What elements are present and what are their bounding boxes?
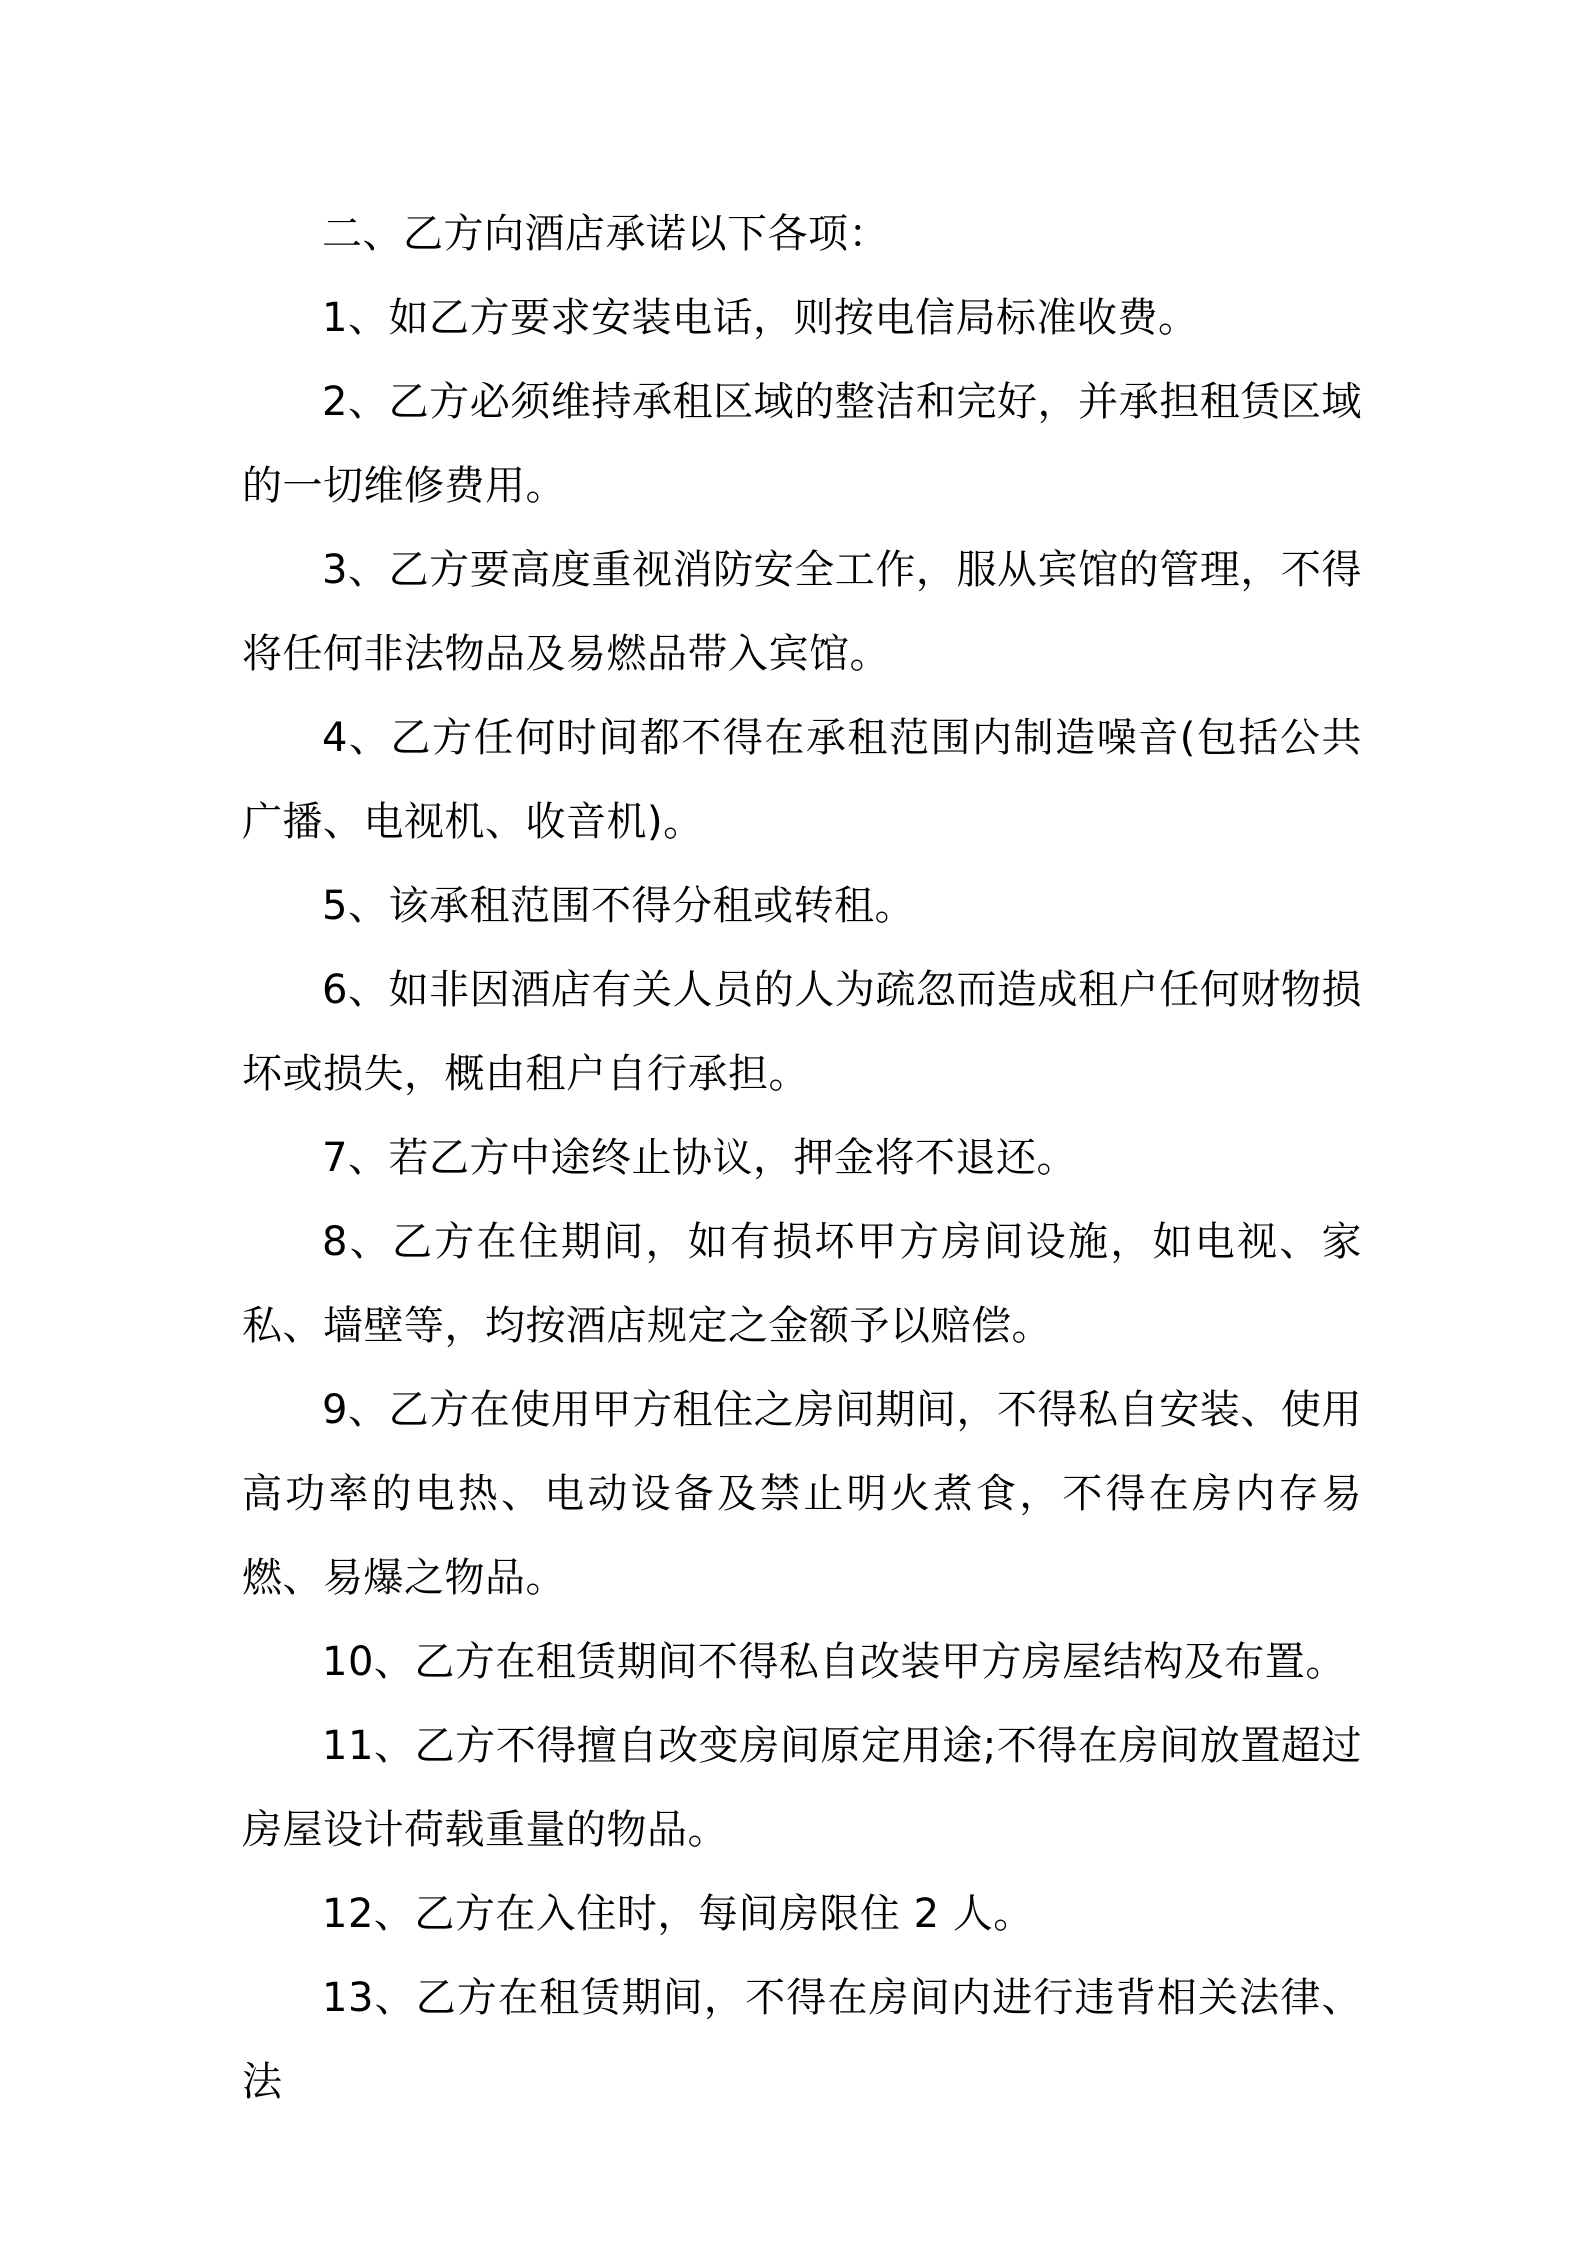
clause-4: 4、乙方任何时间都不得在承租范围内制造噪音(包括公共广播、电视机、收音机)。 (242, 715, 1362, 845)
clause-6: 6、如非因酒店有关人员的人为疏忽而造成租户任何财物损坏或损失，概由租户自行承担。 (242, 967, 1362, 1097)
clause-7: 7、若乙方中途终止协议，押金将不退还。 (322, 1135, 1077, 1181)
clause-9: 9、乙方在使用甲方租住之房间期间，不得私自安装、使用高功率的电热、电动设备及禁止明火煮食，不得在房内存易燃、易爆之物品。 (242, 1387, 1362, 1601)
clause-2: 2、乙方必须维持承租区域的整洁和完好，并承担租赁区域的一切维修费用。 (242, 379, 1362, 509)
clause-10: 10、乙方在租赁期间不得私自改装甲方房屋结构及布置。 (322, 1639, 1346, 1685)
clause-11: 11、乙方不得擅自改变房间原定用途;不得在房间放置超过房屋设计荷载重量的物品。 (242, 1723, 1362, 1853)
clause-3: 3、乙方要高度重视消防安全工作，服从宾馆的管理，不得将任何非法物品及易燃品带入宾馆。 (242, 547, 1362, 677)
clause-5: 5、该承租范围不得分租或转租。 (322, 883, 915, 929)
clause-13: 13、乙方在租赁期间，不得在房间内进行违背相关法律、法 (242, 1975, 1362, 2105)
clause-12: 12、乙方在入住时，每间房限住 2 人。 (322, 1891, 1034, 1937)
clause-1: 1、如乙方要求安装电话，则按电信局标准收费。 (322, 295, 1199, 341)
clause-8: 8、乙方在住期间，如有损坏甲方房间设施，如电视、家私、墙壁等，均按酒店规定之金额予以赔偿。 (242, 1219, 1362, 1349)
section-heading: 二、乙方向酒店承诺以下各项： (322, 211, 889, 257)
document-body (242, 192, 1362, 2124)
